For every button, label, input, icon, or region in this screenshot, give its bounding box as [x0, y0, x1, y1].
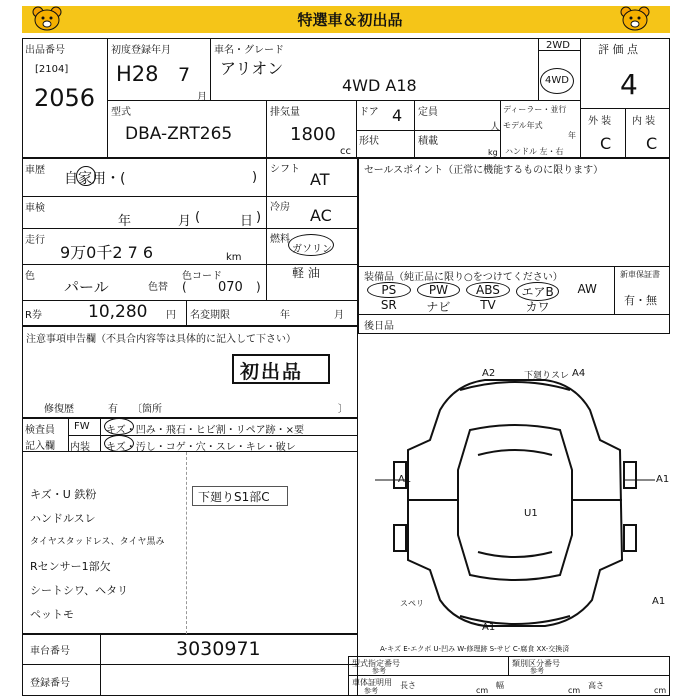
- inspector-fw: FW: [74, 421, 90, 432]
- type-ref: 参考: [372, 667, 386, 675]
- price-unit: 円: [166, 310, 176, 321]
- car-grade: 4WD A18: [342, 76, 417, 95]
- w-label: 幅: [496, 681, 504, 690]
- lot-code: [2104]: [35, 64, 69, 75]
- lot-label: 出品番号: [25, 45, 65, 56]
- inspector-fw-text: キズ・凹み・飛石・ヒビ割・リペア跡・×要: [106, 425, 304, 436]
- chassis-value: 3030971: [176, 638, 261, 660]
- capacity-label: 定員: [418, 107, 438, 118]
- rating-ext-label: 外 装: [588, 116, 612, 127]
- mark-center: U1: [524, 508, 538, 519]
- equipment-item: ナビ: [426, 300, 451, 314]
- equipment-item: カワ: [525, 300, 550, 314]
- transfer-year: 年: [280, 310, 290, 321]
- color-code-label: 色コード: [182, 271, 222, 282]
- mark-top-center: 下廻りスレ: [524, 371, 570, 381]
- equipment-item: SR: [380, 298, 397, 312]
- ac-label: 冷房: [270, 202, 290, 213]
- mark-bottom-front: A1: [482, 622, 496, 633]
- handwritten-note: シートシワ、ヘタリ: [30, 584, 129, 597]
- in-mark-circle: [104, 435, 134, 452]
- equipment-item: ABS: [466, 282, 510, 298]
- inspector-label-2: 記入欄: [25, 441, 55, 452]
- dealer-label: ディーラー・並行: [503, 105, 567, 114]
- mileage-label: 走行: [25, 235, 45, 246]
- equipment-item: AW: [577, 282, 597, 296]
- under-note-bracket: [192, 486, 288, 506]
- inspector-in-text: キズ・汚し・コゲ・穴・スレ・キレ・破レ: [106, 442, 296, 453]
- inspector-label-1: 検査員: [25, 425, 55, 436]
- rating-ext: C: [600, 134, 612, 153]
- warranty-label: 新車保証書: [620, 270, 660, 279]
- displacement-unit: cc: [340, 146, 351, 157]
- handwritten-note: Rセンサー1部欠: [30, 560, 111, 573]
- drive-2wd: 2WD: [546, 40, 570, 51]
- notes-stamp: 初出品: [240, 361, 304, 383]
- equipment-row-2: [364, 298, 612, 314]
- dealer-year-unit: 年: [568, 131, 576, 140]
- price-label: R券: [25, 310, 42, 321]
- later-label: 後日品: [364, 321, 394, 332]
- mark-top-left: A2: [482, 368, 496, 379]
- repair-value: 有: [108, 404, 118, 415]
- type-label: 型式指定番号: [352, 659, 400, 668]
- shift-value: AT: [310, 170, 330, 189]
- mileage-unit: km: [226, 252, 242, 263]
- history-close: ): [252, 170, 258, 185]
- transfer-label: 名変期限: [190, 310, 230, 321]
- handwritten-note: タイヤスタッドレス、タイヤ黒み: [30, 537, 165, 547]
- registration-label: 初度登録年月: [111, 45, 171, 56]
- registration-year: H28: [116, 62, 159, 86]
- h-label: 高さ: [588, 681, 604, 690]
- displacement-value: 1800: [290, 124, 336, 145]
- damage-legend: A-キズ E-エクボ U-凹み W-修理跡 S-サビ C-腐食 XX-交換済: [380, 645, 570, 653]
- inspection-paren-open: (: [195, 210, 201, 225]
- repair-label: 修復歴: [44, 404, 74, 415]
- mark-left: A1: [398, 474, 412, 485]
- load-label: 積載: [418, 136, 438, 147]
- inspection-month: 月: [178, 214, 192, 229]
- doors-label: ドア: [359, 107, 379, 118]
- len-cm: cm: [476, 686, 489, 695]
- color-label: 色: [25, 271, 35, 282]
- mark-bottom-right: A1: [652, 596, 666, 607]
- model-value: DBA-ZRT265: [125, 124, 233, 144]
- registration-month-unit: 月: [197, 92, 207, 103]
- color-paren-close: ): [256, 280, 261, 294]
- fw-mark-circle: [104, 418, 134, 435]
- lot-number: 2056: [34, 84, 96, 112]
- history-label: 車歴: [25, 165, 45, 176]
- rating-int-label: 内 装: [632, 116, 656, 127]
- h-cm: cm: [654, 686, 667, 695]
- equipment-item: PS: [367, 282, 411, 298]
- len-label: 長さ: [400, 681, 416, 690]
- rating-int: C: [646, 134, 658, 153]
- equipment-item: エアB: [516, 282, 560, 301]
- mark-right: A1: [656, 474, 670, 485]
- size-label: 車体証明用: [352, 678, 392, 687]
- equipment-item: PW: [417, 282, 461, 298]
- bear-mascot-icon: [32, 6, 62, 32]
- handwritten-note: キズ・U 鉄粉: [30, 488, 97, 501]
- rating-label: 評 価 点: [598, 43, 638, 56]
- handwritten-note: ペットモ: [30, 608, 74, 621]
- equipment-label: 装備品（純正品に限り○をつけてください）: [364, 272, 563, 283]
- class-label: 類別区分番号: [512, 659, 560, 668]
- chassis-label: 車台番号: [30, 646, 70, 657]
- handwritten-note: ハンドルスレ: [30, 512, 96, 525]
- reg-no-label: 登録番号: [30, 678, 70, 689]
- warranty-value: 有・無: [624, 294, 657, 307]
- color-no-label: 色替: [148, 282, 168, 293]
- color-paren-open: (: [182, 280, 187, 294]
- rating-score: 4: [620, 68, 638, 101]
- under-note: 下廻りS1部C: [198, 490, 270, 504]
- load-unit: kg: [488, 148, 498, 157]
- sales-point-label: セールスポイント（正常に機能するものに限ります）: [364, 165, 604, 176]
- capacity-unit: 人: [490, 122, 500, 133]
- dealer-handle: ハンドル 左・右: [505, 147, 564, 156]
- registration-month: 7: [178, 64, 191, 86]
- drive-4wd: 4WD: [545, 75, 569, 86]
- inspector-interior: 内装: [70, 442, 90, 453]
- history-value: 自家用・(: [64, 171, 126, 187]
- inspection-label: 車検: [25, 203, 45, 214]
- dealer-model-year: モデル年式: [503, 121, 543, 130]
- equipment-item: TV: [480, 298, 496, 312]
- w-cm: cm: [568, 686, 581, 695]
- repair-detail: 〔箇所: [132, 404, 162, 415]
- bear-mascot-icon: [620, 6, 650, 32]
- fuel-circled: ガソリン: [292, 244, 332, 255]
- shape-label: 形状: [359, 136, 379, 147]
- color-code: 070: [218, 280, 243, 295]
- size-ref: 参考: [364, 687, 378, 695]
- mark-top-right: A4: [572, 368, 586, 379]
- fuel-label: 燃料: [270, 234, 290, 245]
- shift-label: シフト: [270, 164, 300, 175]
- mark-bottom-left: スペリ: [400, 599, 424, 608]
- inspection-paren-close: ): [256, 210, 262, 225]
- car-label: 車名・グレード: [214, 45, 284, 56]
- inspection-day: 日: [240, 214, 254, 229]
- inspection-year: 年: [118, 214, 132, 229]
- transfer-month: 月: [334, 310, 344, 321]
- model-label: 型式: [111, 107, 131, 118]
- notes-label: 注意事項申告欄（不具合内容等は具体的に記入して下さい）: [26, 334, 296, 345]
- doors-value: 4: [392, 106, 403, 125]
- ac-value: AC: [310, 206, 332, 225]
- mileage-value: 9万0千2 7 6: [60, 243, 154, 262]
- header-title: 特選車＆初出品: [297, 11, 403, 29]
- color-value: パール: [64, 278, 109, 296]
- class-ref: 参考: [530, 667, 544, 675]
- fuel-alt: 軽 油: [292, 266, 320, 280]
- equipment-row-1: [364, 282, 612, 298]
- car-name: アリオン: [220, 59, 284, 78]
- repair-close: 〕: [338, 404, 348, 415]
- price-value: 10,280: [88, 302, 148, 322]
- displacement-label: 排気量: [270, 107, 300, 118]
